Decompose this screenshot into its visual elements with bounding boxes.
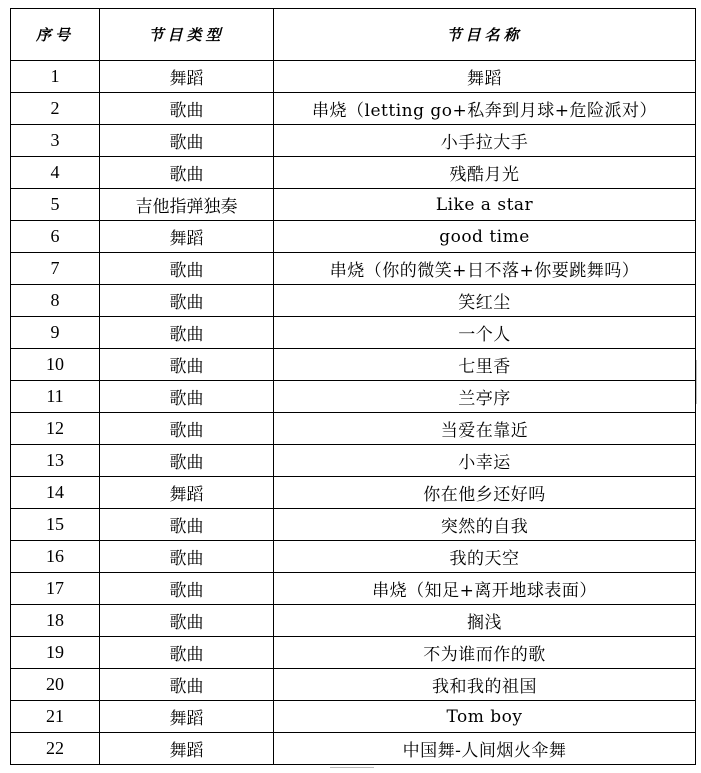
row-number-cell: 2 (11, 93, 100, 125)
table-header (11, 9, 696, 61)
table-row (11, 61, 696, 93)
row-number-cell: 9 (11, 317, 100, 349)
row-number-cell: 4 (11, 157, 100, 189)
program-type-cell: 歌曲 (100, 509, 274, 541)
program-name-cell: 笑红尘 (274, 285, 696, 317)
program-name-cell: 小手拉大手 (274, 125, 696, 157)
table-row (11, 733, 696, 765)
table-row (11, 541, 696, 573)
program-type-cell: 舞蹈 (100, 477, 274, 509)
program-name-cell: 当爱在靠近 (274, 413, 696, 445)
row-number-cell: 1 (11, 61, 100, 93)
program-type-cell: 歌曲 (100, 573, 274, 605)
program-type-cell: 歌曲 (100, 541, 274, 573)
table-row (11, 445, 696, 477)
table-row (11, 93, 696, 125)
program-type-cell: 歌曲 (100, 637, 274, 669)
program-name-cell: 小幸运 (274, 445, 696, 477)
row-number-cell: 17 (11, 573, 100, 605)
program-type-cell: 歌曲 (100, 157, 274, 189)
program-name-cell: 舞蹈 (274, 61, 696, 93)
row-number-cell: 10 (11, 349, 100, 381)
program-type-cell: 舞蹈 (100, 733, 274, 765)
table-row (11, 637, 696, 669)
header-program-name: 节目名称 (274, 9, 696, 61)
program-type-cell: 歌曲 (100, 125, 274, 157)
table-row (11, 381, 696, 413)
program-name-cell: good time (274, 221, 696, 253)
header-number: 序号 (11, 9, 100, 61)
table-row (11, 157, 696, 189)
program-type-cell: 歌曲 (100, 381, 274, 413)
row-number-cell: 21 (11, 701, 100, 733)
program-name-cell: 突然的自我 (274, 509, 696, 541)
program-name-cell: 我和我的祖国 (274, 669, 696, 701)
program-type-cell: 歌曲 (100, 93, 274, 125)
row-number-cell: 19 (11, 637, 100, 669)
table-row (11, 509, 696, 541)
program-type-cell: 歌曲 (100, 285, 274, 317)
row-number-cell: 8 (11, 285, 100, 317)
table-row (11, 189, 696, 221)
program-type-cell: 歌曲 (100, 445, 274, 477)
program-type-cell: 歌曲 (100, 669, 274, 701)
program-name-cell: 兰亭序 (274, 381, 696, 413)
row-number-cell: 18 (11, 605, 100, 637)
program-name-cell: 串烧（你的微笑+日不落+你要跳舞吗） (274, 253, 696, 285)
header-row (11, 9, 696, 61)
row-number-cell: 20 (11, 669, 100, 701)
page-edge-marker (330, 767, 374, 772)
program-type-cell: 歌曲 (100, 413, 274, 445)
program-name-cell: Like a star (274, 189, 696, 221)
page-edge-marker (696, 360, 701, 404)
program-type-cell: 舞蹈 (100, 61, 274, 93)
row-number-cell: 6 (11, 221, 100, 253)
row-number-cell: 12 (11, 413, 100, 445)
program-name-cell: 一个人 (274, 317, 696, 349)
program-name-cell: Tom boy (274, 701, 696, 733)
program-type-cell: 歌曲 (100, 317, 274, 349)
table-row (11, 285, 696, 317)
row-number-cell: 3 (11, 125, 100, 157)
row-number-cell: 14 (11, 477, 100, 509)
table-row (11, 573, 696, 605)
program-type-cell: 舞蹈 (100, 701, 274, 733)
program-name-cell: 我的天空 (274, 541, 696, 573)
table-body (11, 61, 696, 765)
program-type-cell: 歌曲 (100, 605, 274, 637)
table-row (11, 701, 696, 733)
program-name-cell: 串烧（知足+离开地球表面） (274, 573, 696, 605)
table-row (11, 477, 696, 509)
program-name-cell: 中国舞-人间烟火伞舞 (274, 733, 696, 765)
program-name-cell: 残酷月光 (274, 157, 696, 189)
program-name-cell: 串烧（letting go+私奔到月球+危险派对） (274, 93, 696, 125)
table-row (11, 253, 696, 285)
table-row (11, 221, 696, 253)
row-number-cell: 22 (11, 733, 100, 765)
program-type-cell: 舞蹈 (100, 221, 274, 253)
program-name-cell: 搁浅 (274, 605, 696, 637)
table-row (11, 125, 696, 157)
table-row (11, 349, 696, 381)
program-type-cell: 歌曲 (100, 349, 274, 381)
program-name-cell: 七里香 (274, 349, 696, 381)
row-number-cell: 7 (11, 253, 100, 285)
program-name-cell: 你在他乡还好吗 (274, 477, 696, 509)
table-row (11, 317, 696, 349)
table-row (11, 669, 696, 701)
program-name-cell: 不为谁而作的歌 (274, 637, 696, 669)
program-type-cell: 吉他指弹独奏 (100, 189, 274, 221)
header-program-type: 节目类型 (100, 9, 274, 61)
table-row (11, 413, 696, 445)
row-number-cell: 15 (11, 509, 100, 541)
table-row (11, 605, 696, 637)
program-type-cell: 歌曲 (100, 253, 274, 285)
row-number-cell: 16 (11, 541, 100, 573)
row-number-cell: 5 (11, 189, 100, 221)
row-number-cell: 13 (11, 445, 100, 477)
row-number-cell: 11 (11, 381, 100, 413)
program-list-table (10, 8, 696, 765)
